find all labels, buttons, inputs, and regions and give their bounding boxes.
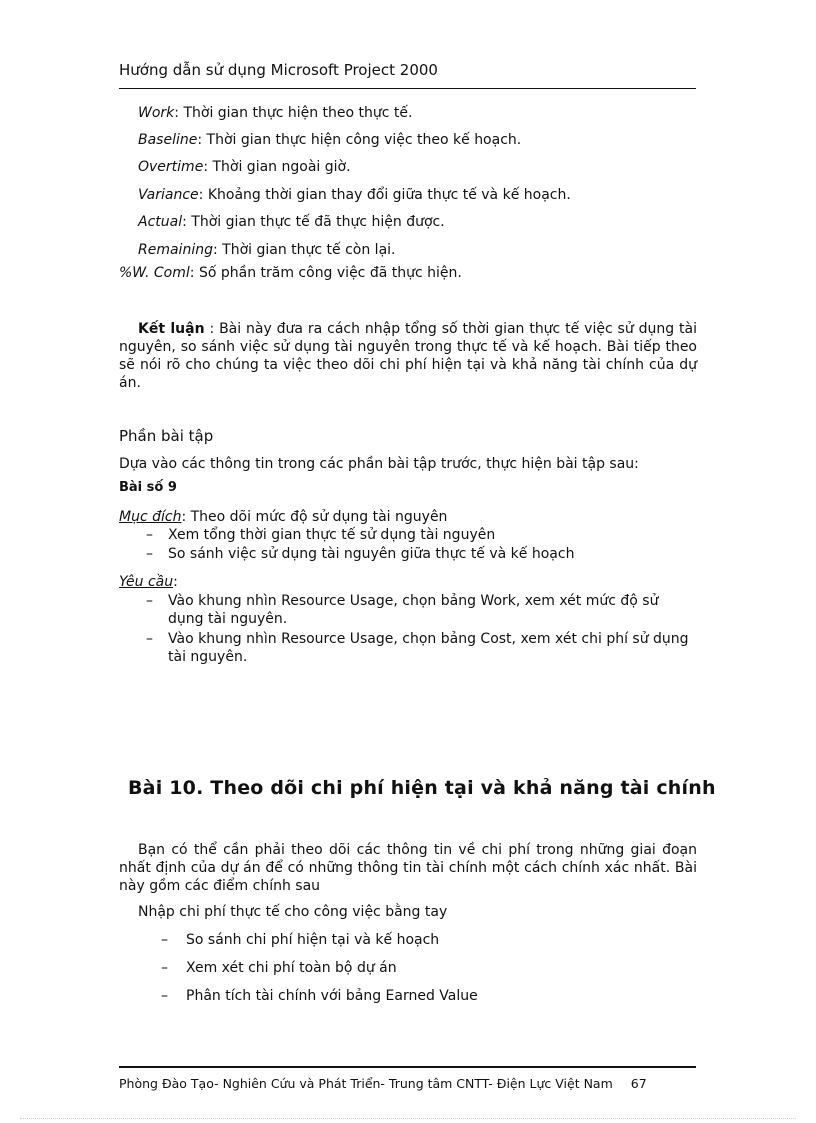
definition-desc: : Thời gian ngoài giờ. [203,159,351,175]
lesson-point-dash: – [161,932,168,948]
requirement-line [119,573,178,591]
definition-desc: : Số phần trăm công việc đã thực hiện. [189,265,462,281]
list-dash: – [146,546,153,562]
definition-desc: : Thời gian thực hiện công việc theo kế hoạch. [197,132,522,148]
definition-overtime [138,158,351,176]
definition-work [138,104,412,122]
exercises-heading: Phần bài tập [119,427,214,445]
page-edge [20,1118,796,1119]
page-number: 67 [630,1076,647,1091]
requirement-text: : [173,574,178,590]
definition-baseline [138,131,521,149]
requirement-item-text: Vào khung nhìn Resource Usage, chọn bảng Work, xem xét mức độ sử dụng tài nguyên. [168,593,659,627]
definition-term: Actual [138,214,183,230]
definition-remaining [138,241,396,259]
definition-actual [138,213,445,231]
conclusion-text: : Bài này đưa ra cách nhập tổng số thời gian thực tế việc sử dụng tài nguyên, so sánh việc sử dụng tài nguyên trong thực tế và kế hoạch. Bài tiếp theo sẽ nói rõ cho chúng ta việc theo dõi chi phí hiện tại và khả năng tài chính của dự án. [119,321,697,391]
purpose-text: : Theo dõi mức độ sử dụng tài nguyên [181,509,448,525]
lesson-title: Bài 10. Theo dõi chi phí hiện tại và khả năng tài chính [128,777,716,799]
footer-rule [119,1066,696,1068]
definition-term: Baseline [138,132,198,148]
purpose-line [119,508,447,526]
lesson-point-dash: – [161,960,168,976]
page-footer [119,1076,647,1091]
definition-term: Remaining [138,242,213,258]
exercise-title: Bài số 9 [119,480,177,495]
header-rule [119,88,696,89]
conclusion-label: Kết luận [138,321,205,337]
lesson-intro: Bạn có thể cần phải theo dõi các thông tin về chi phí trong những giai đoạn nhất định của dự án để có những thông tin tài chính một cách chính xác nhất. Bài này gồm các điểm chính sau [119,842,697,894]
lesson-point-dash: – [161,988,168,1004]
definition-desc: : Thời gian thực tế còn lại. [212,242,396,258]
requirement-item-dash: – [146,593,153,609]
purpose-item [146,526,496,544]
definition-percent-work-complete [119,264,462,282]
exercises-intro: Dựa vào các thông tin trong các phần bài tập trước, thực hiện bài tập sau: [119,456,639,472]
requirement-label: Yêu cầu [119,574,174,590]
lesson-point: Nhập chi phí thực tế cho công việc bằng tay [138,904,448,920]
purpose-item [146,545,575,563]
conclusion-paragraph [119,320,697,392]
definition-desc: : Thời gian thực hiện theo thực tế. [174,105,413,121]
footer-text: Phòng Đào Tạo- Nghiên Cứu và Phát Triển- Trung tâm CNTT- Điện Lực Việt Nam [119,1076,613,1091]
lesson-point: Xem xét chi phí toàn bộ dự án [186,960,397,976]
definition-term: Overtime [138,159,204,175]
lesson-point: So sánh chi phí hiện tại và kế hoạch [186,932,440,948]
requirement-item-text: Vào khung nhìn Resource Usage, chọn bảng Cost, xem xét chi phí sử dụng tài nguyên. [168,631,689,665]
definition-desc: : Khoảng thời gian thay đổi giữa thực tế và kế hoạch. [198,187,571,203]
definition-term: Variance [138,187,199,203]
list-dash: – [146,527,153,543]
purpose-label: Mục đích [119,509,182,525]
definition-desc: : Thời gian thực tế đã thực hiện được. [182,214,445,230]
purpose-item-text: So sánh việc sử dụng tài nguyên giữa thực tế và kế hoạch [168,546,575,562]
page-header-title: Hướng dẫn sử dụng Microsoft Project 2000 [119,61,438,79]
lesson-point: Phân tích tài chính với bảng Earned Value [186,988,478,1004]
purpose-item-text: Xem tổng thời gian thực tế sử dụng tài nguyên [168,527,496,543]
definition-term: %W. Coml [119,265,190,281]
definition-term: Work [138,105,175,121]
definition-variance [138,186,571,204]
requirement-item-dash: – [146,631,153,647]
